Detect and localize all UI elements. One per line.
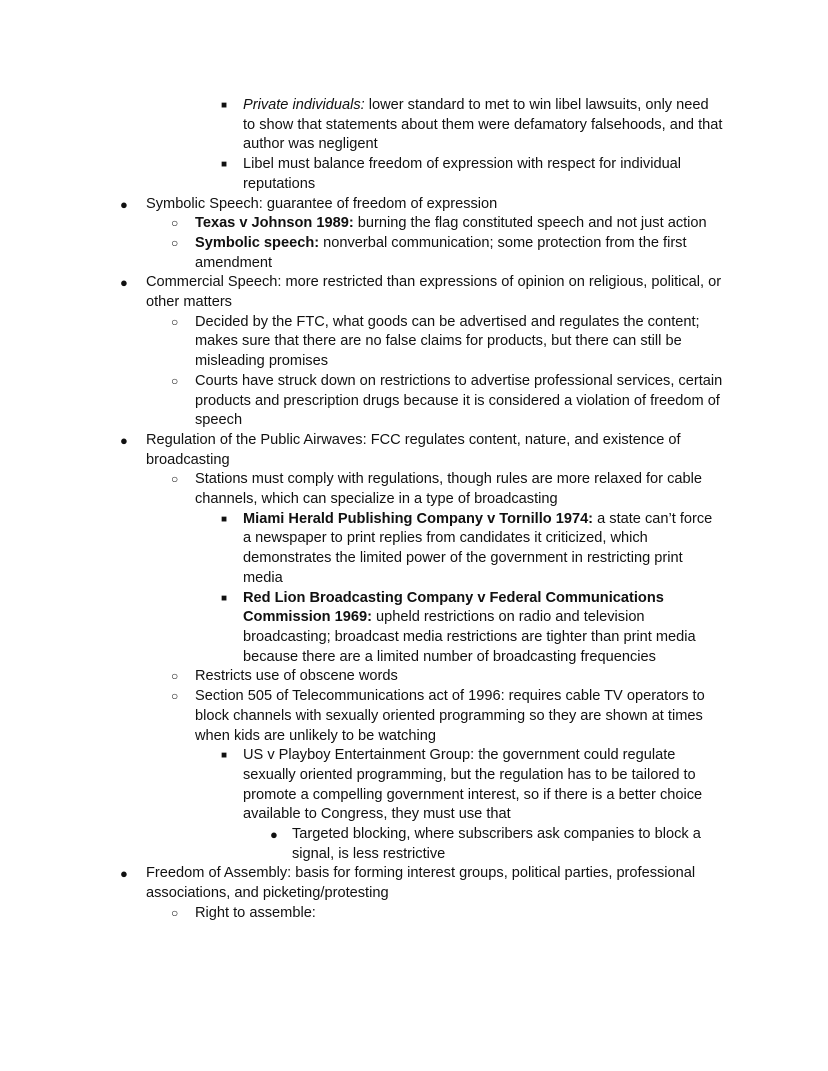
- outline-item-text: [195, 904, 725, 924]
- text-run: nonverbal communication; some protection from the first amendment: [195, 234, 687, 271]
- italic-term: Private individuals:: [243, 97, 365, 113]
- outline-item-level-3: [221, 96, 723, 155]
- bullet-marker: ●: [120, 196, 128, 212]
- outline-item-text: [243, 510, 723, 589]
- text-run: Decided by the FTC, what goods can be advertised and regulates the content; makes sure that there are no false claims for products, but there can still be misleading promises: [195, 313, 700, 370]
- outline-item-level-2: [171, 372, 725, 431]
- outline-item-level-3: [221, 746, 723, 825]
- outline-item-level-1: [120, 195, 726, 215]
- text-run: a state can’t force a newspaper to print replies from candidates it criticized, which demonstrates the limited power of the government in restricting print media: [243, 510, 713, 586]
- outline-item-text: [195, 687, 725, 746]
- bullet-marker: ○: [171, 689, 179, 704]
- bullet-marker: ○: [171, 669, 179, 684]
- text-run: Commercial Speech: more restricted than expressions of opinion on religious, political, or other matters: [146, 274, 722, 311]
- outline-item-text: [243, 746, 723, 825]
- document-page: [0, 96, 828, 924]
- text-run: Libel must balance freedom of expression with respect for individual reputations: [243, 156, 682, 192]
- outline-item-level-3: [221, 589, 723, 668]
- outline-item-level-2: [171, 234, 725, 273]
- bullet-marker: ■: [221, 513, 228, 525]
- bullet-marker: ●: [120, 275, 128, 291]
- text-run: Stations must comply with regulations, though rules are more relaxed for cable channels, which can specialize in a type of broadcasting: [195, 471, 702, 508]
- bullet-marker: ○: [171, 216, 179, 231]
- notes-outline: [0, 96, 828, 924]
- outline-item-level-1: [120, 273, 726, 312]
- outline-item-level-2: [171, 470, 725, 509]
- outline-item-level-3: [221, 510, 723, 589]
- outline-item-level-1: [120, 431, 726, 470]
- outline-item-text: [146, 273, 726, 312]
- text-run: Regulation of the Public Airwaves: FCC regulates content, nature, and existence of broadcasting: [146, 431, 681, 468]
- bullet-marker: ●: [270, 827, 278, 843]
- text-run: burning the flag constituted speech and not just action: [353, 215, 707, 232]
- outline-item-text: [292, 825, 722, 864]
- outline-item-text: [146, 431, 726, 470]
- bullet-marker: ●: [120, 432, 128, 448]
- bullet-marker: ○: [171, 314, 179, 329]
- bold-term: Red Lion Broadcasting Company v Federal Communications Commission 1969:: [243, 589, 664, 626]
- text-run: Restricts use of obscene words: [195, 668, 398, 685]
- text-run: lower standard to met to win libel lawsuits, only need to show that statements about them were defamatory falsehoods, and that author was negligent: [243, 97, 723, 153]
- outline-item-text: [195, 234, 725, 273]
- outline-item-text: [243, 96, 723, 155]
- outline-item-text: [243, 155, 723, 194]
- bold-term: Symbolic speech:: [195, 234, 320, 251]
- outline-item-level-3: [221, 155, 723, 194]
- text-run: Freedom of Assembly: basis for forming interest groups, political parties, professional associations, and picketing/protesting: [146, 865, 696, 902]
- outline-item-text: [146, 195, 726, 215]
- text-run: upheld restrictions on radio and television broadcasting; broadcast media restrictions are tighter than print media because there are a limited number of broadcasting frequencies: [243, 609, 696, 665]
- outline-item-level-2: [171, 667, 725, 687]
- text-run: US v Playboy Entertainment Group: the government could regulate sexually oriented programming, but the regulation has to be tailored to promote a compelling government interest, so if there is a better choice available to Congress, they must use that: [243, 747, 703, 823]
- bullet-marker: ■: [221, 592, 228, 604]
- outline-item-text: [195, 667, 725, 687]
- outline-item-level-2: [171, 214, 725, 234]
- outline-item-level-2: [171, 313, 725, 372]
- outline-item-level-2: [171, 904, 725, 924]
- text-run: Symbolic Speech: guarantee of freedom of expression: [146, 195, 498, 212]
- outline-item-text: [195, 214, 725, 234]
- outline-item-text: [195, 372, 725, 431]
- bullet-marker: ○: [171, 235, 179, 250]
- bullet-marker: ○: [171, 905, 179, 920]
- outline-item-level-1: [120, 864, 726, 903]
- bullet-marker: ■: [221, 100, 228, 111]
- text-run: Section 505 of Telecommunications act of 1996: requires cable TV operators to block channels with sexually oriented programming so they are shown at times when kids are unlikely to be watching: [195, 688, 705, 744]
- text-run: Courts have struck down on restrictions to advertise professional services, certain products and prescription drugs because it is considered a violation of freedom of speech: [195, 372, 723, 429]
- bullet-marker: ■: [221, 159, 228, 171]
- bullet-marker: ●: [120, 866, 128, 882]
- outline-item-text: [195, 313, 725, 372]
- outline-item-text: [146, 864, 726, 903]
- outline-item-text: [195, 470, 725, 509]
- bullet-marker: ■: [221, 750, 228, 762]
- bullet-marker: ○: [171, 373, 179, 388]
- outline-item-level-4: [270, 825, 722, 864]
- text-run: Targeted blocking, where subscribers ask companies to block a signal, is less restrictive: [292, 826, 701, 862]
- outline-item-level-2: [171, 687, 725, 746]
- outline-item-text: [243, 589, 723, 668]
- bold-term: Miami Herald Publishing Company v Tornillo 1974:: [243, 510, 594, 527]
- bullet-marker: ○: [171, 472, 179, 487]
- bold-term: Texas v Johnson 1989:: [195, 215, 354, 232]
- text-run: Right to assemble:: [195, 904, 316, 921]
